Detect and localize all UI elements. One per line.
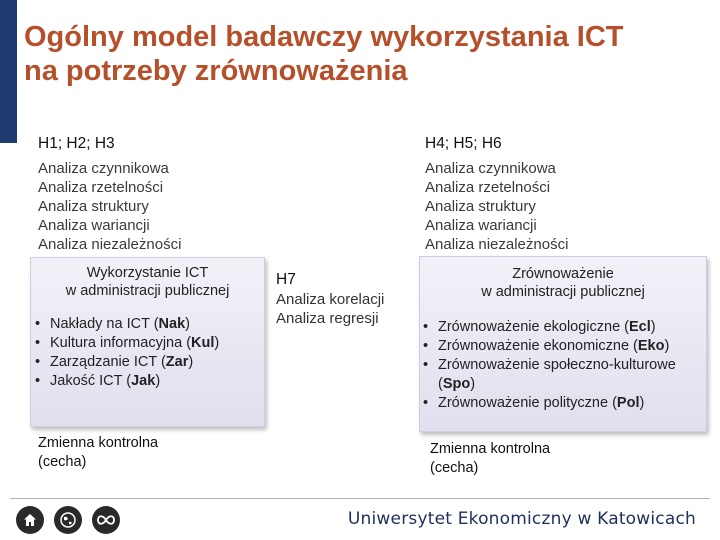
right-analysis-item: Analiza struktury xyxy=(425,198,536,215)
footer-divider xyxy=(10,498,710,499)
right-analysis-list xyxy=(425,159,568,254)
title-line-1: Ogólny model badawczy wykorzystania ICT xyxy=(24,21,624,53)
right-analysis-item: Analiza rzetelności xyxy=(425,179,551,196)
globe-icon[interactable] xyxy=(54,506,82,534)
left-analysis-item: Analiza struktury xyxy=(38,198,149,215)
ict-usage-item: • Kultura informacyjna (Kul) xyxy=(33,334,264,353)
left-analysis-item: Analiza rzetelności xyxy=(38,179,164,196)
control-variable-left-line-2: (cecha) xyxy=(38,454,87,470)
left-analysis-item: Analiza niezależności xyxy=(38,236,182,253)
sustainability-list xyxy=(420,318,706,413)
title-line-2: na potrzeby zrównoważenia xyxy=(24,55,408,87)
ict-usage-item: • Zarządzanie ICT (Zar) xyxy=(33,353,264,372)
home-icon[interactable] xyxy=(16,506,44,534)
h7-block xyxy=(276,270,384,328)
left-analysis-list xyxy=(38,159,181,254)
left-hypotheses-code: H1; H2; H3 xyxy=(38,135,115,152)
ict-usage-item: • Jakość ICT (Jak) xyxy=(33,372,264,391)
left-hypotheses xyxy=(38,134,181,254)
sustainability-title-line-2: w administracji publicznej xyxy=(481,284,645,300)
sustainability-item: • Zrównoważenie polityczne (Pol) xyxy=(421,394,706,413)
control-variable-right-line-1: Zmienna kontrolna xyxy=(430,441,551,457)
sustainability-item: • Zrównoważenie ekonomiczne (Eko) xyxy=(421,337,706,356)
h7-analysis-item: Analiza regresji xyxy=(276,310,379,327)
sustainability-item: • Zrównoważenie społeczno-kulturowe (Spo) xyxy=(421,356,706,394)
accent-bar xyxy=(0,0,17,143)
ict-usage-item: • Nakłady na ICT (Nak) xyxy=(33,315,264,334)
left-analysis-item: Analiza wariancji xyxy=(38,217,150,234)
control-variable-right xyxy=(430,440,550,478)
sustainability-title xyxy=(420,265,706,301)
control-variable-right-line-2: (cecha) xyxy=(430,460,479,476)
right-analysis-item: Analiza czynnikowa xyxy=(425,160,556,177)
right-hypotheses xyxy=(425,134,568,254)
infinity-icon[interactable] xyxy=(92,506,120,534)
right-analysis-item: Analiza niezależności xyxy=(425,236,569,253)
ict-usage-box xyxy=(30,257,265,427)
control-variable-left-line-1: Zmienna kontrolna xyxy=(38,435,159,451)
page-title xyxy=(24,20,714,88)
right-analysis-item: Analiza wariancji xyxy=(425,217,537,234)
right-hypotheses-code: H4; H5; H6 xyxy=(425,135,502,152)
ict-usage-title xyxy=(31,264,264,300)
h7-analysis-item: Analiza korelacji xyxy=(276,291,385,308)
ict-usage-list xyxy=(31,315,264,391)
left-analysis-item: Analiza czynnikowa xyxy=(38,160,169,177)
sustainability-item: • Zrównoważenie ekologiczne (Ecl) xyxy=(421,318,706,337)
ict-usage-title-line-1: Wykorzystanie ICT xyxy=(86,265,209,281)
ict-usage-title-line-2: w administracji publicznej xyxy=(65,283,230,299)
sustainability-box xyxy=(419,256,707,432)
control-variable-left xyxy=(38,434,158,472)
sustainability-title-line-1: Zrównoważenie xyxy=(512,266,614,282)
h7-code: H7 xyxy=(276,271,296,288)
university-name: Uniwersytet Ekonomiczny w Katowicach xyxy=(347,509,696,529)
